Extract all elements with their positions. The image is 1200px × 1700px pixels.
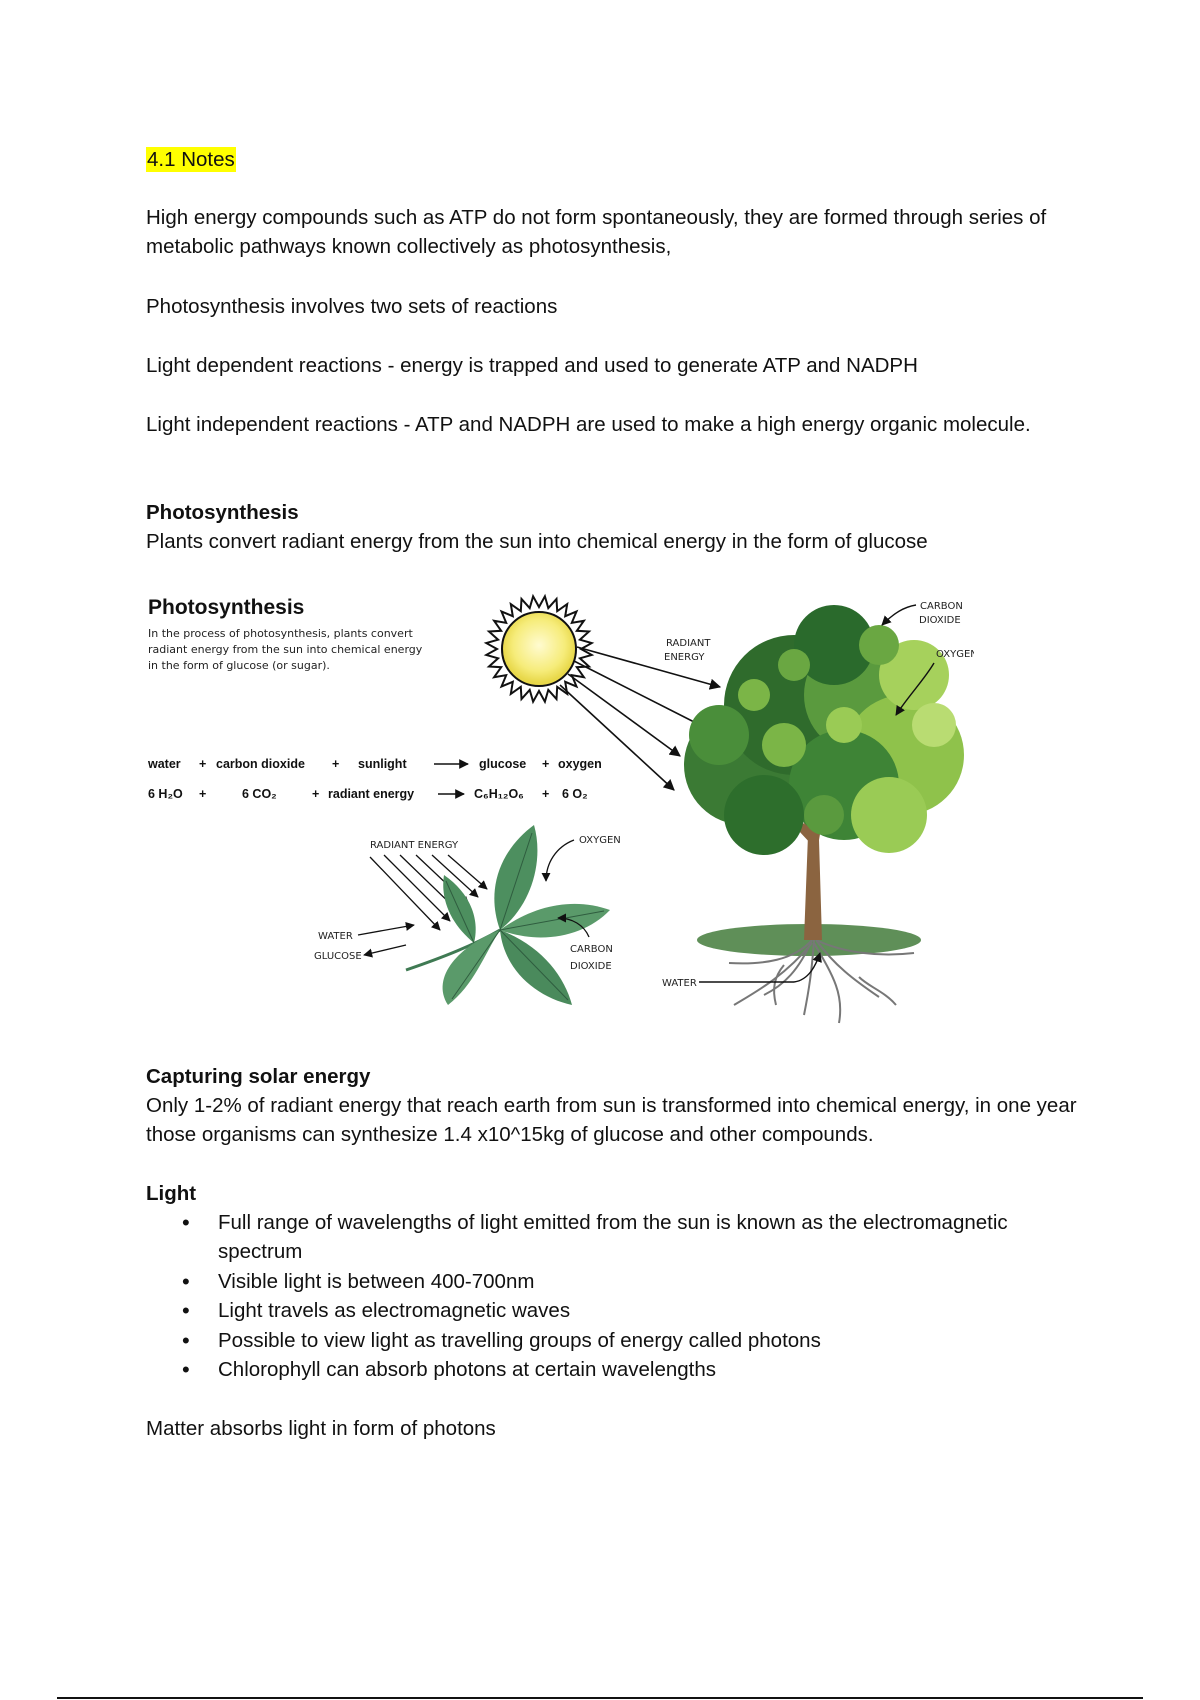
label-water-tree: WATER bbox=[662, 978, 697, 989]
light-bullet-3: • Light travels as electromagnetic waves bbox=[146, 1296, 1096, 1325]
eq-formula-plus-2: + bbox=[312, 787, 320, 801]
closing-paragraph: Matter absorbs light in form of photons bbox=[146, 1417, 496, 1440]
notes-label: 4.1 Notes bbox=[147, 148, 235, 171]
eq-word-water: water bbox=[148, 757, 181, 771]
notes-label-line bbox=[146, 145, 1086, 174]
light-bullet-5: • Chlorophyll can absorb photons at certain wavelengths bbox=[146, 1355, 1096, 1384]
light-heading: Light bbox=[146, 1182, 197, 1205]
intro-paragraph: High energy compounds such as ATP do not form spontaneously, they are formed through series of metabolic pathways known collectively as photosynthesis, bbox=[146, 206, 1047, 258]
label-carbon-dioxide-leaf-1: CARBON bbox=[570, 944, 613, 955]
eq-formula-radiant-energy: radiant energy bbox=[328, 787, 415, 801]
footer-rule bbox=[57, 1697, 1143, 1699]
eq-word-glucose: glucose bbox=[479, 757, 527, 771]
photosynthesis-heading: Photosynthesis bbox=[146, 501, 299, 524]
light-independent-paragraph: Light independent reactions - ATP and NADPH are used to make a high energy organic molecule. bbox=[146, 413, 1031, 436]
light-bullet-4: • Possible to view light as travelling groups of energy called photons bbox=[146, 1326, 1096, 1355]
eq-formula-o2: 6 O₂ bbox=[562, 787, 588, 801]
label-carbon-dioxide-leaf-2: DIOXIDE bbox=[570, 961, 612, 972]
light-bullet-1: • Full range of wavelengths of light emitted from the sun is known as the electromagnetic spectrum bbox=[146, 1208, 1096, 1267]
label-glucose-leaf: GLUCOSE bbox=[314, 951, 362, 962]
photosynthesis-body: Plants convert radiant energy from the sun into chemical energy in the form of glucose bbox=[146, 530, 928, 553]
eq-word-carbon-dioxide: carbon dioxide bbox=[216, 757, 305, 771]
label-radiant-leaf: RADIANT ENERGY bbox=[370, 840, 459, 851]
two-sets-paragraph: Photosynthesis involves two sets of reactions bbox=[146, 295, 558, 318]
label-carbon-dioxide-tree-2: DIOXIDE bbox=[919, 615, 961, 626]
label-radiant-tree-2: ENERGY bbox=[664, 652, 705, 663]
figure-caption-line-2: radiant energy from the sun into chemical energy bbox=[148, 643, 423, 656]
label-radiant-tree-1: RADIANT bbox=[666, 638, 711, 649]
leaf-illustration bbox=[314, 825, 621, 1005]
solar-heading: Capturing solar energy bbox=[146, 1065, 371, 1088]
light-bullet-list bbox=[146, 1208, 1096, 1384]
eq-formula-water: 6 H₂O bbox=[148, 787, 183, 801]
light-dependent-paragraph: Light dependent reactions - energy is trapped and used to generate ATP and NADPH bbox=[146, 354, 918, 377]
word-equation bbox=[147, 757, 602, 771]
label-oxygen-leaf: OXYGEN bbox=[579, 835, 621, 846]
solar-body: Only 1-2% of radiant energy that reach earth from sun is transformed into chemical energy, in one year those organisms can synthesize 1.4 x10^15kg of glucose and other compounds. bbox=[146, 1094, 1077, 1146]
label-water-leaf: WATER bbox=[318, 931, 353, 942]
eq-word-oxygen: oxygen bbox=[558, 757, 602, 771]
figure-caption-line-3: in the form of glucose (or sugar). bbox=[148, 659, 330, 672]
figure-title: Photosynthesis bbox=[148, 596, 305, 619]
eq-word-sunlight: sunlight bbox=[358, 757, 407, 771]
eq-word-plus-2: + bbox=[332, 757, 340, 771]
label-carbon-dioxide-tree-1: CARBON bbox=[920, 601, 963, 612]
eq-formula-glucose: C₆H₁₂O₆ bbox=[474, 787, 524, 801]
formula-equation bbox=[148, 787, 588, 801]
light-bullet-2: • Visible light is between 400-700nm bbox=[146, 1267, 1096, 1296]
tree-illustration bbox=[662, 601, 974, 1023]
eq-word-plus-3: + bbox=[542, 757, 550, 771]
sun-icon bbox=[486, 596, 591, 701]
photosynthesis-figure bbox=[144, 585, 974, 1030]
photosynthesis-illustration bbox=[144, 585, 974, 1030]
eq-formula-plus-1: + bbox=[199, 787, 207, 801]
figure-caption-line-1: In the process of photosynthesis, plants convert bbox=[148, 627, 413, 640]
eq-formula-plus-3: + bbox=[542, 787, 550, 801]
eq-formula-co2: 6 CO₂ bbox=[242, 787, 277, 801]
eq-word-plus-1: + bbox=[199, 757, 207, 771]
label-oxygen-tree: OXYGEN bbox=[936, 649, 974, 660]
